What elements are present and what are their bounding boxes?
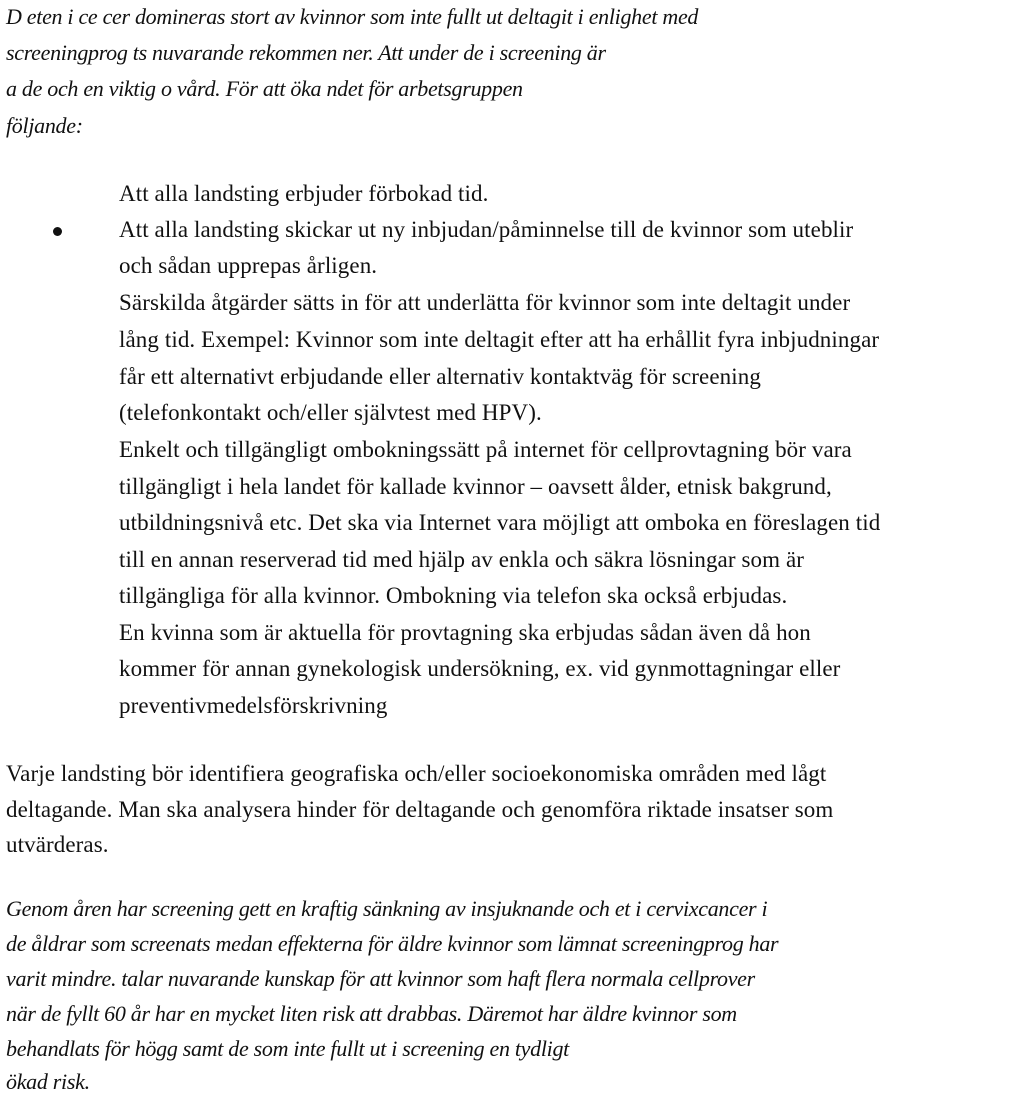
recommendation-line: tillgängliga för alla kvinnor. Ombokning via telefon ska också erbjudas.	[119, 583, 788, 608]
intro-line: följande:	[6, 113, 83, 138]
recommendation-line: preventivmedelsförskrivning	[119, 693, 388, 718]
closing-line: de åldrar som screenats medan effekterna för äldre kvinnor som lämnat screeningprog har	[6, 931, 779, 956]
recommendation-line: Enkelt och tillgängligt ombokningssätt på internet för cellprovtagning bör vara	[119, 437, 852, 462]
recommendation-line: (telefonkontakt och/eller självtest med HPV).	[119, 400, 542, 425]
closing-line: när de fyllt 60 år har en mycket liten risk att drabbas. Däremot har äldre kvinnor som	[6, 1001, 737, 1026]
recommendation-line: utbildningsnivå etc. Det ska via Internet vara möjligt att omboka en föreslagen tid	[119, 510, 881, 535]
intro-line: screeningprog ts nuvarande rekommen ner. Att under de i screening är	[6, 40, 606, 65]
recommendation-line: Särskilda åtgärder sätts in för att underlätta för kvinnor som inte deltagit under	[119, 290, 851, 315]
recommendation-line: kommer för annan gynekologisk undersökning, ex. vid gynmottagningar eller	[119, 656, 841, 681]
recommendation-line: till en annan reserverad tid med hjälp av enkla och säkra lösningar som är	[119, 547, 805, 572]
recommendation-line: och sådan upprepas årligen.	[119, 253, 378, 278]
closing-line: Genom åren har screening gett en kraftig sänkning av insjuknande och et i cervixcancer i	[6, 896, 768, 921]
intro-line: a de och en viktig o vård. För att öka ndet för arbetsgruppen	[6, 76, 523, 101]
regional-line: deltagande. Man ska analysera hinder för deltagande och genomföra riktade insatser som	[6, 797, 834, 822]
bullet-icon	[53, 227, 62, 236]
intro-line: D eten i ce cer domineras stort av kvinnor som inte fullt ut deltagit i enlighet med	[6, 4, 699, 29]
recommendation-line: En kvinna som är aktuella för provtagning ska erbjudas sådan även då hon	[119, 620, 811, 645]
recommendation-line: lång tid. Exempel: Kvinnor som inte deltagit efter att ha erhållit fyra inbjudningar	[119, 327, 880, 352]
regional-line: Varje landsting bör identifiera geografiska och/eller socioekonomiska områden med lågt	[6, 761, 827, 786]
closing-line: behandlats för högg samt de som inte fullt ut i screening en tydligt	[6, 1036, 569, 1061]
closing-line: varit mindre. talar nuvarande kunskap för att kvinnor som haft flera normala cellprover	[6, 966, 755, 991]
recommendation-line: Att alla landsting erbjuder förbokad tid.	[119, 181, 489, 206]
recommendation-line: får ett alternativt erbjudande eller alternativ kontaktväg för screening	[119, 364, 761, 389]
closing-line: ökad risk.	[6, 1069, 90, 1094]
regional-line: utvärderas.	[6, 832, 109, 857]
recommendation-line: Att alla landsting skickar ut ny inbjudan/påminnelse till de kvinnor som uteblir	[119, 217, 854, 242]
recommendation-line: tillgängligt i hela landet för kallade kvinnor – oavsett ålder, etnisk bakgrund,	[119, 474, 832, 499]
